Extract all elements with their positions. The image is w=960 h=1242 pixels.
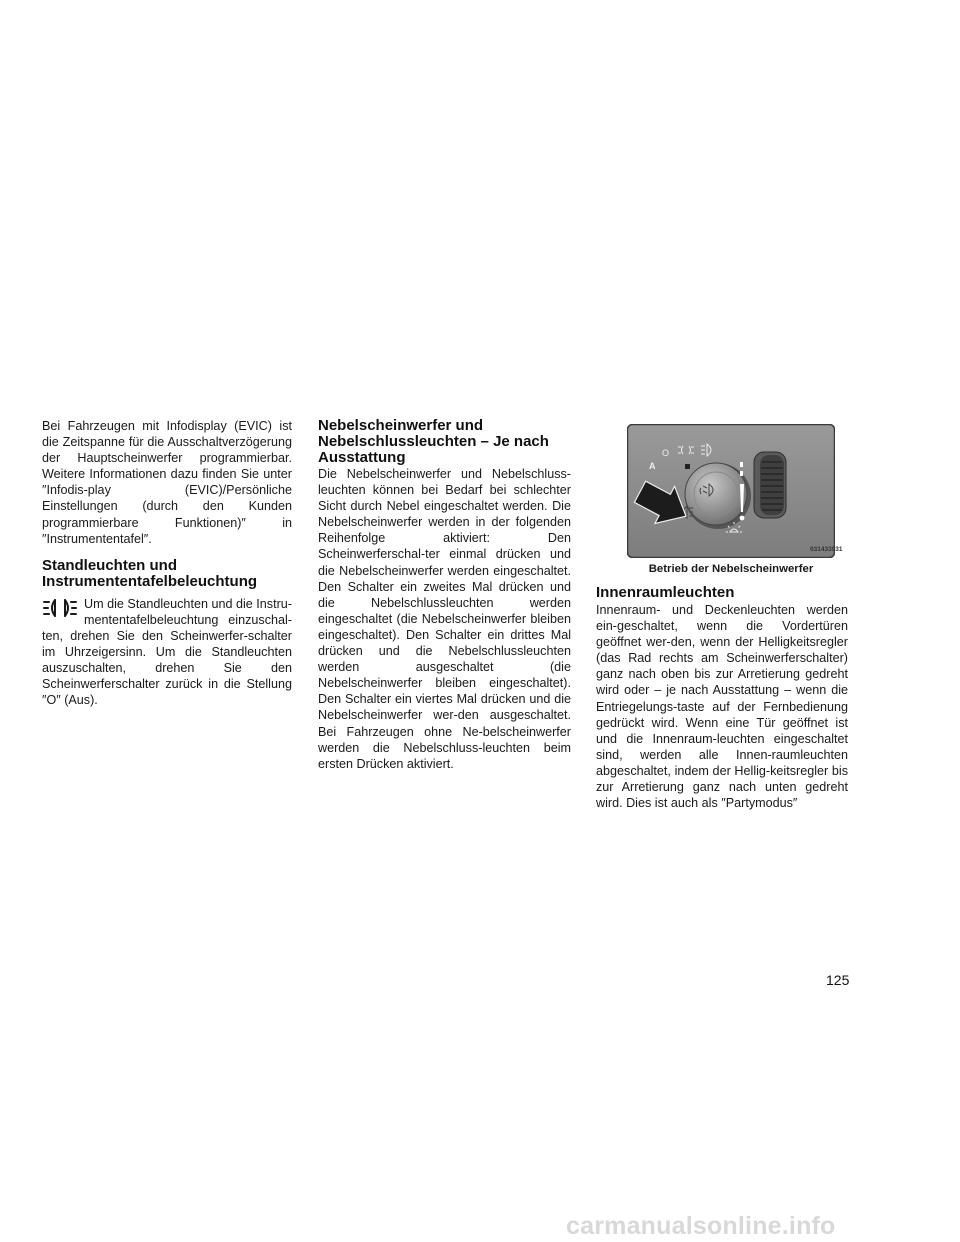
headlamp-switch-figure	[627, 424, 843, 558]
parking-lights-icon	[42, 596, 78, 620]
nebel-paragraph: Die Nebelscheinwerfer und Nebelschluss-leuchten können bei Bedarf bei schlechter Sicht durch Nebel eingeschaltet werden. Die Nebelscheinwerfer werden in der folgenden Reihenfolge aktiviert: Den Scheinwerferschal-ter einmal drücken und die Nebelscheinwerfer werden eingeschaltet. Den Schalter ein zweites Mal drücken und die Nebelschlussleuchten werden eingeschaltet (die Nebelscheinwerfer bleiben eingeschaltet). Den Schalter ein drittes Mal drücken und die Nebelschlussleuchten werden ausgeschaltet (die Nebelscheinwerfer bleiben eingeschaltet). Den Schalter ein viertes Mal drücken und die Nebelscheinwerfer wer-den ausgeschaltet. Bei Fahrzeugen ohne Ne-belscheinwerfer werden die Nebelschluss-leuchten beim ersten Drücken aktiviert.	[318, 467, 571, 771]
innenraum-paragraph: Innenraum- und Deckenleuchten werden ein-geschaltet, wenn die Vordertüren geöffnet wer-den, wenn der Helligkeitsregler (das Rad rechts am Scheinwerferschalter) ganz nach oben bis zur Arretierung gedreht wird oder – je nach Ausstattung – wenn die Entriegelungs-taste auf der Fernbedienung gedrückt wird. Wenn eine Tür geöffnet ist und die Innenraum-leuchten eingeschaltet sind, werden alle Innen-raumleuchten abgeschaltet, indem der Hellig-keitsregler bis zur Arretierung ganz nach unten gedreht wird. Dies ist auch als ″Partymodus″	[596, 603, 848, 811]
dimmer-dot	[740, 516, 745, 521]
figure-code: 031433931	[810, 546, 843, 553]
heading-standleuchten: Standleuchten und Instrumententafelbeleuchtung	[42, 556, 258, 590]
dimmer-indicator-2	[740, 471, 743, 476]
middle-column	[318, 418, 571, 772]
heading-nebelscheinwerfer: Nebelscheinwerfer und Nebelschlussleuchten – Je nach Ausstattung	[318, 417, 549, 466]
watermark: carmanualsonline.info	[566, 1212, 836, 1240]
knob-pointer	[685, 464, 690, 469]
intro-paragraph: Bei Fahrzeugen mit Infodisplay (EVIC) ist die Zeitspanne für die Ausschaltverzögerung der Hauptscheinwerfer programmierbar. Weitere Informationen dazu finden Sie unter ″Infodis-play (EVIC)/Persönliche Einstellungen (durch den Kunden programmierbare Funktionen)″ in ″Instrumententafel″.	[42, 419, 292, 546]
heading-innenraumleuchten: Innenraumleuchten	[596, 584, 735, 601]
headlamp-switch-illustration	[627, 424, 835, 558]
right-column	[596, 418, 848, 811]
label-auto: A	[649, 461, 656, 471]
dimmer-wheel	[760, 455, 784, 515]
figure-caption: Betrieb der Nebelscheinwerfer	[648, 563, 814, 575]
label-off: O	[662, 448, 670, 458]
standleuchten-section	[42, 596, 292, 709]
dimmer-indicator-1	[740, 462, 743, 467]
left-column	[42, 418, 292, 708]
standleuchten-paragraph: Um die Standleuchten und die Instru-mententafelbeleuchtung einzuschal-ten, drehen Sie den Scheinwerfer-schalter im Uhrzeigersinn. Um die Standleuchten auszuschalten, drehen Sie den Scheinwerferschalter zurück in die Stellung ″O″ (Aus).	[42, 596, 292, 708]
page-number: 125	[826, 972, 850, 988]
